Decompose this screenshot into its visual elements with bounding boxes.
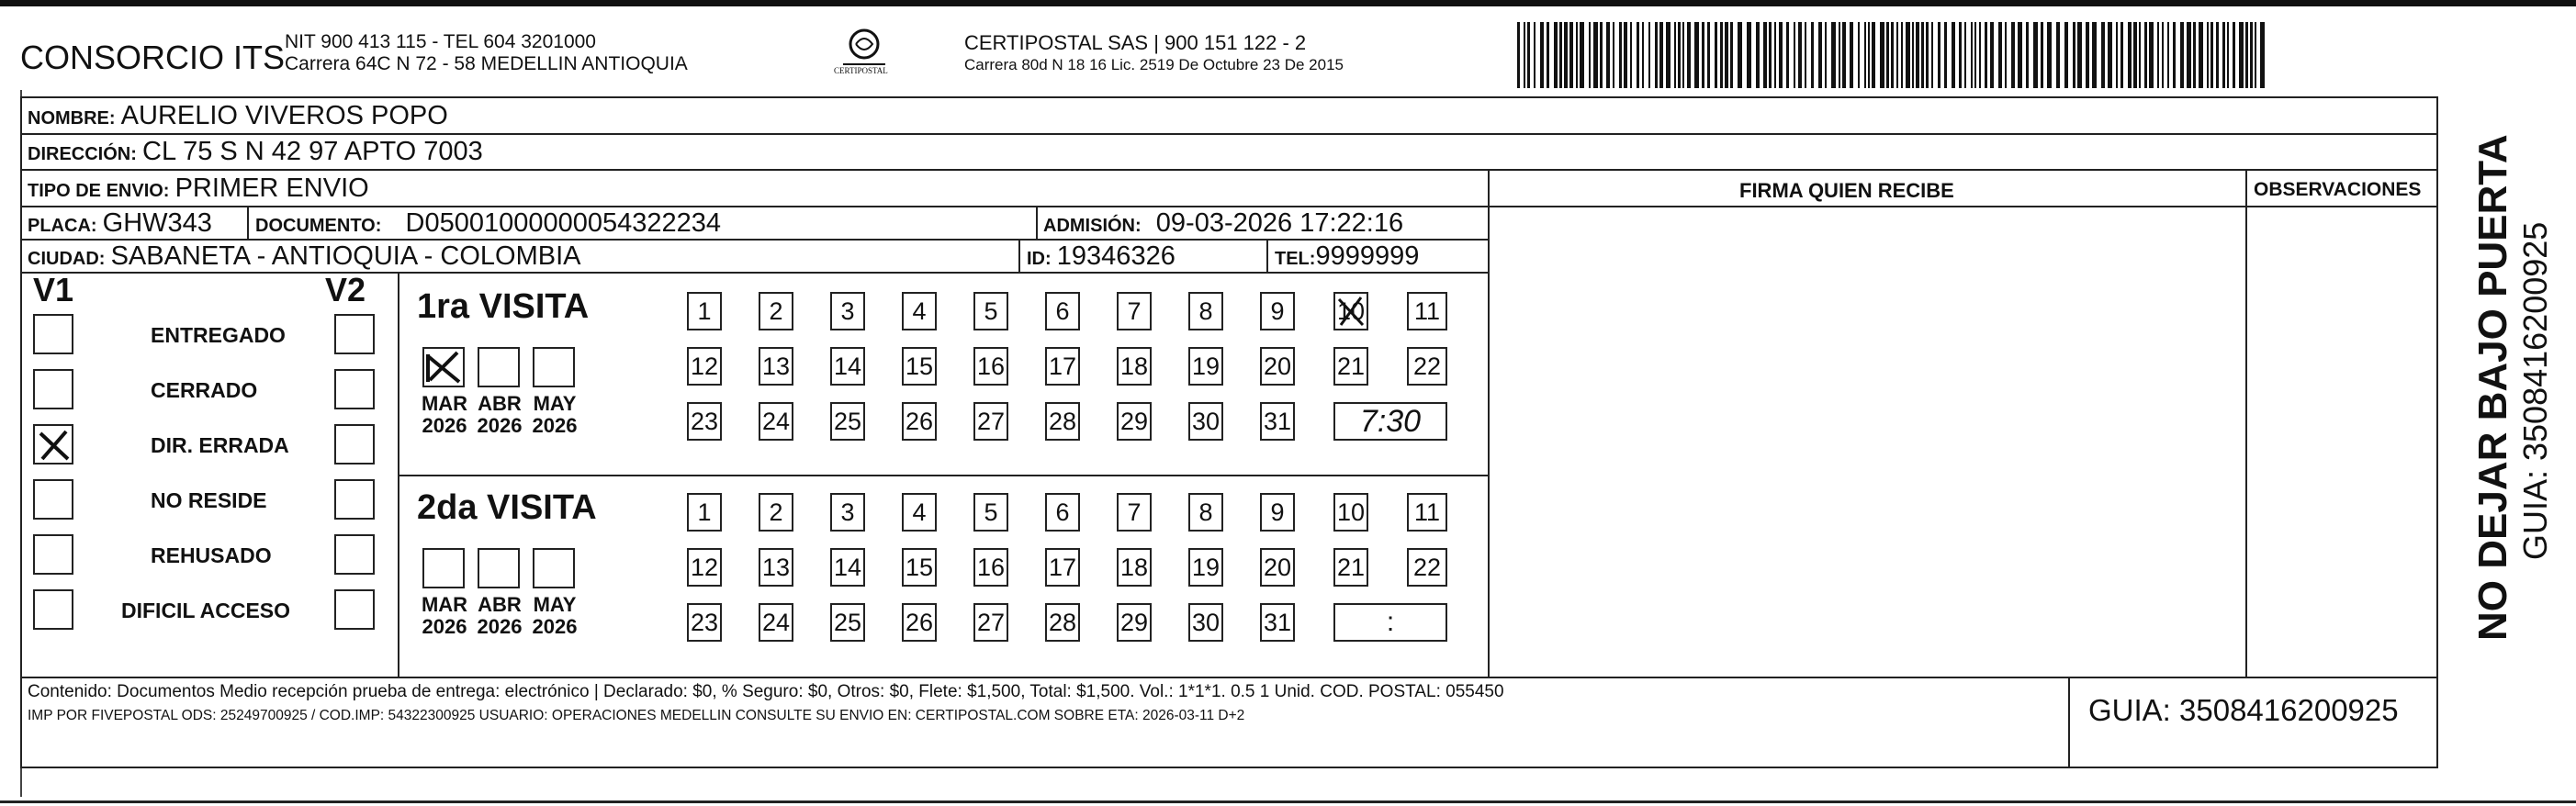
first-visit-month-label: ABR 2026 <box>477 392 523 437</box>
first-visit-day-box[interactable]: 10 <box>1333 292 1368 330</box>
first-visit-day-box[interactable]: 12 <box>687 347 722 386</box>
v2-checkbox[interactable] <box>334 369 375 409</box>
v1-checkbox[interactable] <box>33 424 73 465</box>
first-visit-day-box[interactable]: 5 <box>973 292 1008 330</box>
status-label: REHUSADO <box>151 543 272 567</box>
first-visit-month-label: MAR 2026 <box>421 392 468 437</box>
second-visit-day-box[interactable]: 2 <box>759 493 793 532</box>
status-label: ENTREGADO <box>151 323 286 347</box>
status-label: CERRADO <box>151 378 258 402</box>
placa-row: PLACA: GHW343 <box>28 208 212 238</box>
second-visit-day-box[interactable]: 15 <box>902 548 937 587</box>
footer-guia: GUIA: 3508416200925 <box>2088 693 2399 727</box>
bottom-border <box>0 800 2576 803</box>
second-visit-day-box[interactable]: 22 <box>1407 548 1447 587</box>
first-visit-day-box[interactable]: 16 <box>973 347 1008 386</box>
first-visit-day-box[interactable]: 11 <box>1407 292 1447 330</box>
first-visit-day-box[interactable]: 19 <box>1188 347 1223 386</box>
second-visit-day-box[interactable]: 23 <box>687 603 722 642</box>
second-visit-day-box[interactable]: 17 <box>1045 548 1080 587</box>
phone: 9999999 <box>1315 241 1420 271</box>
first-visit-day-box[interactable]: 25 <box>830 402 865 441</box>
tel-row: TEL:9999999 <box>1275 241 1420 271</box>
v2-label: V2 <box>325 271 366 308</box>
second-visit-day-box[interactable]: 16 <box>973 548 1008 587</box>
second-visit-month-label: ABR 2026 <box>477 593 523 638</box>
second-visit-month-label: MAR 2026 <box>421 593 468 638</box>
first-visit-day-box[interactable]: 6 <box>1045 292 1080 330</box>
second-visit-day-box[interactable]: 9 <box>1260 493 1295 532</box>
first-visit-month-checkbox[interactable] <box>478 347 520 387</box>
first-visit-day-box[interactable]: 1 <box>687 292 722 330</box>
second-visit-day-box[interactable]: 29 <box>1117 603 1152 642</box>
side-warning: NO DEJAR BAJO PUERTA <box>2470 134 2515 641</box>
status-label: DIFICIL ACCESO <box>121 599 291 622</box>
second-visit-month-label: MAY 2026 <box>532 593 578 638</box>
second-visit-day-box[interactable]: 27 <box>973 603 1008 642</box>
tipo-row: TIPO DE ENVIO: PRIMER ENVIO <box>28 174 369 203</box>
v1-checkbox[interactable] <box>33 534 73 575</box>
first-visit-day-box[interactable]: 26 <box>902 402 937 441</box>
logo-text: CERTIPOSTAL <box>834 66 888 75</box>
second-visit-day-box[interactable]: 11 <box>1407 493 1447 532</box>
first-visit-time-box[interactable]: 7:30 <box>1333 402 1447 441</box>
second-visit-day-box[interactable]: 8 <box>1188 493 1223 532</box>
company-info <box>285 31 688 75</box>
second-visit-day-box[interactable]: 4 <box>902 493 937 532</box>
barcode <box>1517 22 2268 88</box>
second-visit-day-box[interactable]: 1 <box>687 493 722 532</box>
nombre-row: NOMBRE: AURELIO VIVEROS POPO <box>28 101 448 130</box>
recipient-name: AURELIO VIVEROS POPO <box>120 101 448 130</box>
documento-row: DOCUMENTO: D05001000000054322234 <box>255 208 722 238</box>
v2-checkbox[interactable] <box>334 314 375 354</box>
first-visit-day-box[interactable]: 27 <box>973 402 1008 441</box>
second-visit-day-box[interactable]: 20 <box>1260 548 1295 587</box>
footer-line2: IMP POR FIVEPOSTAL ODS: 25249700925 / COD.IMP: 54322300925 USUARIO: OPERACIONES MEDELLIN CONSULTE SU ENVIO EN: CERTIPOSTAL.COM SOBRE ETA: 2026-03-11 D+2 <box>28 708 1245 723</box>
document-number: D05001000000054322234 <box>405 208 722 238</box>
top-border <box>0 0 2576 6</box>
first-visit-day-box[interactable]: 30 <box>1188 402 1223 441</box>
second-visit-day-box[interactable]: 6 <box>1045 493 1080 532</box>
admission-date: 09-03-2026 17:22:16 <box>1155 208 1404 238</box>
first-visit-month-checkbox[interactable] <box>422 347 465 387</box>
status-label: NO RESIDE <box>151 488 267 512</box>
direccion-row: DIRECCIÓN: CL 75 S N 42 97 APTO 7003 <box>28 137 483 166</box>
first-visit-title: 1ra VISITA <box>417 287 590 326</box>
second-visit-month-checkbox[interactable] <box>422 548 465 588</box>
v1-label: V1 <box>33 271 74 308</box>
v2-checkbox[interactable] <box>334 424 375 465</box>
nit-line: NIT 900 413 115 - TEL 604 3201000 <box>285 31 596 52</box>
second-visit-month-checkbox[interactable] <box>478 548 520 588</box>
side-guia: GUIA: 3508416200925 <box>2516 221 2554 560</box>
first-visit-day-box[interactable]: 15 <box>902 347 937 386</box>
recipient-address: CL 75 S N 42 97 APTO 7003 <box>142 137 483 166</box>
second-visit-day-box[interactable]: 25 <box>830 603 865 642</box>
courier-info <box>964 31 1344 75</box>
second-visit-day-box[interactable]: 5 <box>973 493 1008 532</box>
second-visit-day-box[interactable]: 13 <box>759 548 793 587</box>
second-visit-day-box[interactable]: 19 <box>1188 548 1223 587</box>
firma-label: FIRMA QUIEN RECIBE <box>1739 179 1954 202</box>
plate: GHW343 <box>102 208 212 238</box>
second-visit-day-box[interactable]: 26 <box>902 603 937 642</box>
second-visit-day-box[interactable]: 31 <box>1260 603 1295 642</box>
first-visit-day-box[interactable]: 31 <box>1260 402 1295 441</box>
admision-row: ADMISIÓN: 09-03-2026 17:22:16 <box>1043 208 1404 238</box>
first-visit-day-box[interactable]: 24 <box>759 402 793 441</box>
second-visit-day-box[interactable]: 24 <box>759 603 793 642</box>
status-label: DIR. ERRADA <box>151 433 289 457</box>
first-visit-day-box[interactable]: 17 <box>1045 347 1080 386</box>
first-visit-day-box[interactable]: 9 <box>1260 292 1295 330</box>
second-visit-day-box[interactable]: 18 <box>1117 548 1152 587</box>
id-row: ID: 19346326 <box>1027 241 1176 271</box>
shipment-type: PRIMER ENVIO <box>174 174 369 203</box>
second-visit-day-box[interactable]: 30 <box>1188 603 1223 642</box>
first-visit-day-box[interactable]: 4 <box>902 292 937 330</box>
id-number: 19346326 <box>1056 241 1176 271</box>
footer-line1: Contenido: Documentos Medio recepción prueba de entrega: electrónico | Declarado: $0, % Seguro: $0, Otros: $0, Flete: $1,500, Total: $1,500. Vol.: 1*1*1. 0.5 1 Unid. COD. POSTAL: 055450 <box>28 682 1504 701</box>
first-visit-month-checkbox[interactable] <box>533 347 575 387</box>
v2-checkbox[interactable] <box>334 534 375 575</box>
second-visit-month-checkbox[interactable] <box>533 548 575 588</box>
first-visit-day-box[interactable]: 20 <box>1260 347 1295 386</box>
second-visit-day-box[interactable]: 12 <box>687 548 722 587</box>
first-visit-day-box[interactable]: 8 <box>1188 292 1223 330</box>
first-visit-day-box[interactable]: 14 <box>830 347 865 386</box>
first-visit-day-box[interactable]: 23 <box>687 402 722 441</box>
first-visit-day-box[interactable]: 21 <box>1333 347 1368 386</box>
v2-checkbox[interactable] <box>334 589 375 630</box>
first-visit-day-box[interactable]: 13 <box>759 347 793 386</box>
ciudad-row: CIUDAD: SABANETA - ANTIOQUIA - COLOMBIA <box>28 241 581 271</box>
first-visit-day-box[interactable]: 29 <box>1117 402 1152 441</box>
observaciones-label: OBSERVACIONES <box>2254 179 2422 200</box>
company-name: CONSORCIO ITS <box>20 39 286 76</box>
second-visit-day-box[interactable]: 14 <box>830 548 865 587</box>
second-visit-title: 2da VISITA <box>417 488 597 527</box>
second-visit-day-box[interactable]: 7 <box>1117 493 1152 532</box>
first-visit-day-box[interactable]: 3 <box>830 292 865 330</box>
first-visit-day-box[interactable]: 28 <box>1045 402 1080 441</box>
v1-checkbox[interactable] <box>33 314 73 354</box>
city: SABANETA - ANTIOQUIA - COLOMBIA <box>110 241 581 271</box>
delivery-form <box>20 96 2438 768</box>
second-visit-day-box[interactable]: 3 <box>830 493 865 532</box>
courier-line1: CERTIPOSTAL SAS | 900 151 122 - 2 <box>964 31 1307 54</box>
first-visit-day-box[interactable]: 18 <box>1117 347 1152 386</box>
first-visit-day-box[interactable]: 22 <box>1407 347 1447 386</box>
courier-line2: Carrera 80d N 18 16 Lic. 2519 De Octubre 23 De 2015 <box>964 56 1344 73</box>
v1-checkbox[interactable] <box>33 369 73 409</box>
second-visit-day-box[interactable]: 10 <box>1333 493 1368 532</box>
v1-checkbox[interactable] <box>33 589 73 630</box>
address-line: Carrera 64C N 72 - 58 MEDELLIN ANTIOQUIA <box>285 53 688 74</box>
second-visit-time-box[interactable]: : <box>1333 603 1447 642</box>
v1-checkbox[interactable] <box>33 479 73 520</box>
second-visit-day-box[interactable]: 21 <box>1333 548 1368 587</box>
first-visit-day-box[interactable]: 7 <box>1117 292 1152 330</box>
first-visit-day-box[interactable]: 2 <box>759 292 793 330</box>
certipostal-logo <box>834 26 891 79</box>
first-visit-month-label: MAY 2026 <box>532 392 578 437</box>
second-visit-day-box[interactable]: 28 <box>1045 603 1080 642</box>
v2-checkbox[interactable] <box>334 479 375 520</box>
